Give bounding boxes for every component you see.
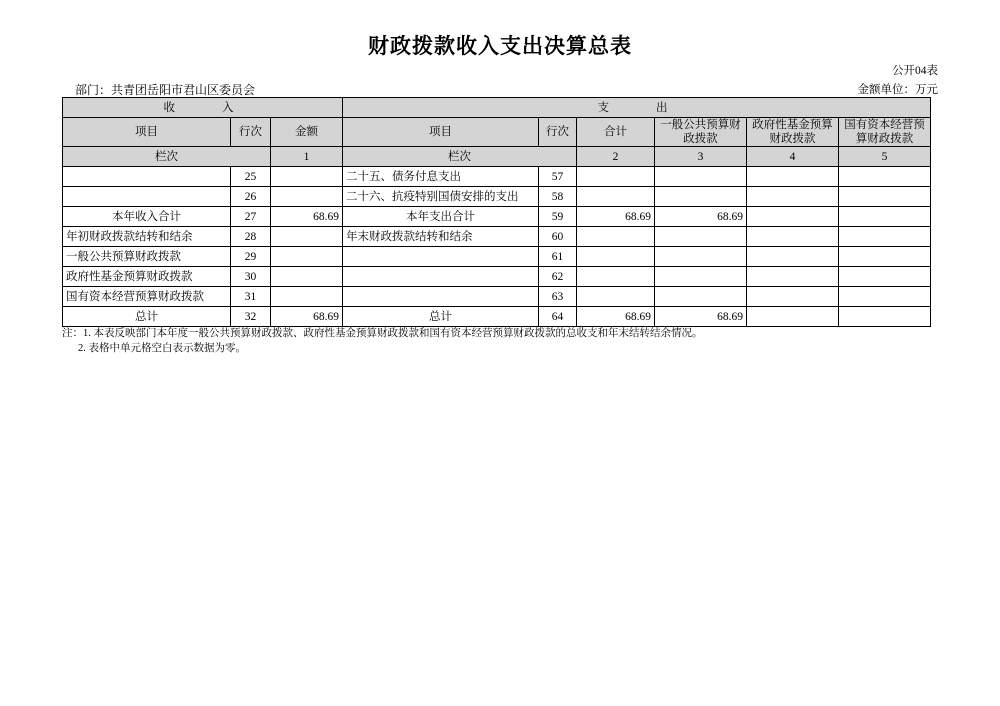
cell-expense-capital	[839, 267, 931, 287]
cell-expense-rowno: 63	[539, 287, 577, 307]
colnum-2: 2	[577, 147, 655, 167]
cell-expense-total	[577, 267, 655, 287]
cell-income-rowno: 32	[231, 307, 271, 327]
cell-expense-item: 总计	[343, 307, 539, 327]
cell-expense-fund	[747, 167, 839, 187]
colnum-3: 3	[655, 147, 747, 167]
public-code-label: 公开04表	[892, 65, 938, 77]
cell-expense-fund	[747, 287, 839, 307]
cell-income-amount	[271, 287, 343, 307]
cell-expense-rowno: 64	[539, 307, 577, 327]
cell-expense-rowno: 60	[539, 227, 577, 247]
group-header-income: 收 入	[63, 98, 343, 118]
cell-expense-capital	[839, 247, 931, 267]
cell-expense-general	[655, 227, 747, 247]
cell-income-item: 年初财政拨款结转和结余	[63, 227, 231, 247]
cell-expense-fund	[747, 307, 839, 327]
cell-expense-total	[577, 287, 655, 307]
cell-income-amount	[271, 167, 343, 187]
colnum-label-left: 栏次	[63, 147, 271, 167]
cell-income-amount: 68.69	[271, 207, 343, 227]
cell-expense-fund	[747, 247, 839, 267]
amount-unit-label: 金额单位：万元	[857, 84, 938, 96]
cell-income-item	[63, 167, 231, 187]
cell-expense-item: 年末财政拨款结转和结余	[343, 227, 539, 247]
cell-income-item: 本年收入合计	[63, 207, 231, 227]
cell-expense-item: 本年支出合计	[343, 207, 539, 227]
table-notes	[62, 326, 942, 356]
table-row	[63, 287, 931, 307]
cell-income-amount	[271, 187, 343, 207]
col-header-income-rowno: 行次	[231, 118, 271, 147]
cell-expense-fund	[747, 187, 839, 207]
colnum-4: 4	[747, 147, 839, 167]
group-header-expense: 支 出	[343, 98, 931, 118]
cell-expense-total	[577, 187, 655, 207]
cell-income-rowno: 30	[231, 267, 271, 287]
table-row	[63, 267, 931, 287]
cell-expense-capital	[839, 227, 931, 247]
cell-expense-item	[343, 267, 539, 287]
cell-expense-capital	[839, 207, 931, 227]
cell-income-rowno: 27	[231, 207, 271, 227]
cell-expense-rowno: 61	[539, 247, 577, 267]
col-header-expense-total: 合计	[577, 118, 655, 147]
department-label: 部门：共青团岳阳市君山区委员会	[75, 83, 256, 97]
cell-expense-fund	[747, 207, 839, 227]
col-header-expense-item: 项目	[343, 118, 539, 147]
col-header-income-amount: 金额	[271, 118, 343, 147]
col-header-expense-general: 一般公共预算财政拨款	[655, 118, 747, 147]
cell-expense-general	[655, 167, 747, 187]
cell-expense-total	[577, 247, 655, 267]
financial-table	[62, 97, 931, 327]
col-header-expense-capital: 国有资本经营预算财政拨款	[839, 118, 931, 147]
cell-expense-rowno: 58	[539, 187, 577, 207]
cell-expense-total	[577, 227, 655, 247]
table-row	[63, 247, 931, 267]
cell-expense-general	[655, 247, 747, 267]
cell-expense-general: 68.69	[655, 307, 747, 327]
cell-expense-item: 二十五、债务付息支出	[343, 167, 539, 187]
cell-expense-item	[343, 287, 539, 307]
cell-income-rowno: 25	[231, 167, 271, 187]
table-row-total	[63, 307, 931, 327]
cell-expense-capital	[839, 167, 931, 187]
cell-income-item: 总计	[63, 307, 231, 327]
cell-expense-total	[577, 167, 655, 187]
cell-income-amount	[271, 227, 343, 247]
cell-expense-item	[343, 247, 539, 267]
cell-expense-rowno: 62	[539, 267, 577, 287]
cell-expense-total: 68.69	[577, 307, 655, 327]
table-row	[63, 167, 931, 187]
cell-expense-total: 68.69	[577, 207, 655, 227]
cell-income-amount	[271, 247, 343, 267]
note-line-2: 2. 表格中单元格空白表示数据为零。	[78, 343, 246, 354]
cell-income-rowno: 31	[231, 287, 271, 307]
cell-income-item: 政府性基金预算财政拨款	[63, 267, 231, 287]
page-title: 财政拨款收入支出决算总表	[368, 34, 632, 58]
cell-income-item: 国有资本经营预算财政拨款	[63, 287, 231, 307]
table-column-number-row	[63, 147, 931, 167]
cell-income-item	[63, 187, 231, 207]
table-row	[63, 187, 931, 207]
table-row	[63, 227, 931, 247]
colnum-5: 5	[839, 147, 931, 167]
col-header-income-item: 项目	[63, 118, 231, 147]
cell-expense-fund	[747, 227, 839, 247]
table-column-header-row	[63, 118, 931, 147]
cell-expense-general	[655, 187, 747, 207]
cell-income-item: 一般公共预算财政拨款	[63, 247, 231, 267]
cell-expense-capital	[839, 287, 931, 307]
cell-expense-general	[655, 267, 747, 287]
colnum-label-right: 栏次	[343, 147, 577, 167]
cell-income-rowno: 26	[231, 187, 271, 207]
colnum-1: 1	[271, 147, 343, 167]
note-line-1: 注：1. 本表反映部门本年度一般公共预算财政拨款、政府性基金预算财政拨款和国有资本经营预算财政拨款的总收支和年末结转结余情况。	[62, 328, 703, 339]
cell-expense-general: 68.69	[655, 207, 747, 227]
cell-expense-capital	[839, 187, 931, 207]
col-header-expense-rowno: 行次	[539, 118, 577, 147]
col-header-expense-fund: 政府性基金预算财政拨款	[747, 118, 839, 147]
cell-income-rowno: 28	[231, 227, 271, 247]
cell-income-amount	[271, 267, 343, 287]
table-group-header-row	[63, 98, 931, 118]
cell-expense-rowno: 57	[539, 167, 577, 187]
cell-expense-rowno: 59	[539, 207, 577, 227]
cell-expense-item: 二十六、抗疫特别国债安排的支出	[343, 187, 539, 207]
cell-income-amount: 68.69	[271, 307, 343, 327]
cell-expense-general	[655, 287, 747, 307]
cell-expense-capital	[839, 307, 931, 327]
cell-expense-fund	[747, 267, 839, 287]
table-row	[63, 207, 931, 227]
cell-income-rowno: 29	[231, 247, 271, 267]
